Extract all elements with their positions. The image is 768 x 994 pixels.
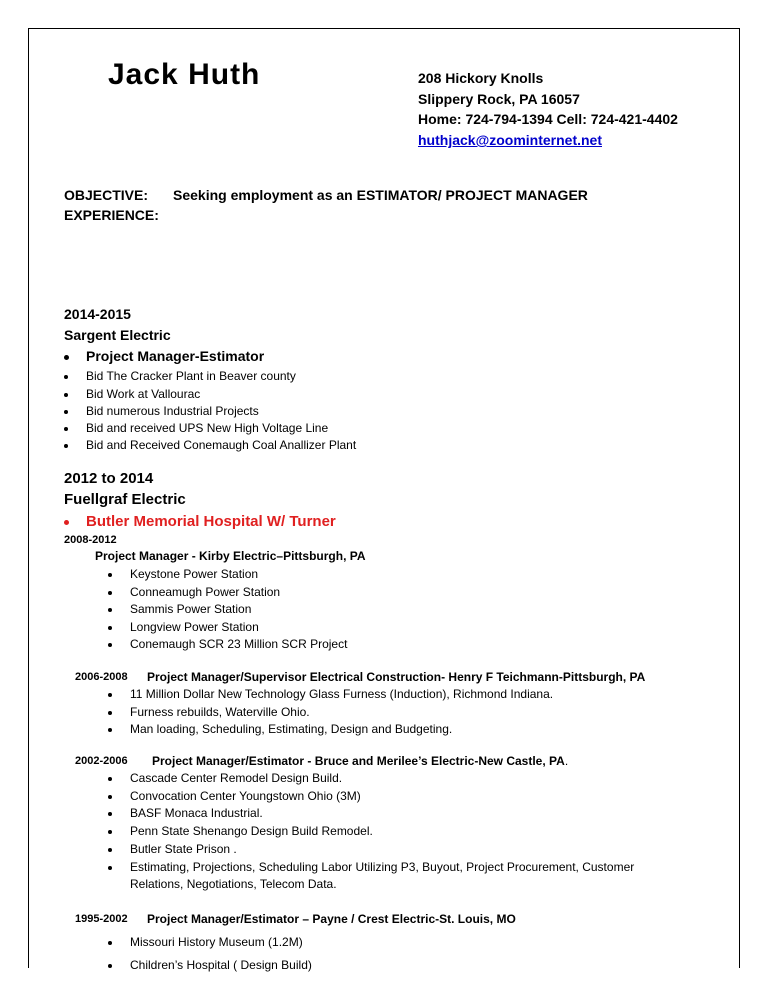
bullet-icon bbox=[108, 848, 112, 852]
job3-years: 2008-2012 bbox=[64, 534, 117, 546]
bullet-icon bbox=[108, 728, 112, 732]
bullet-icon bbox=[108, 777, 112, 781]
bullet-icon bbox=[108, 711, 112, 715]
experience-label: EXPERIENCE: bbox=[64, 207, 159, 223]
bullet-icon bbox=[64, 393, 68, 397]
job5-item-continued: Relations, Negotiations, Telecom Data. bbox=[130, 877, 337, 891]
job3-item: Longview Power Station bbox=[130, 620, 259, 634]
job1-company: Sargent Electric bbox=[64, 327, 171, 343]
job3-item: Keystone Power Station bbox=[130, 567, 259, 581]
job5-item: Cascade Center Remodel Design Build. bbox=[130, 771, 343, 785]
bullet-icon bbox=[64, 444, 68, 448]
objective-label: OBJECTIVE: bbox=[64, 187, 149, 203]
job6-item: Missouri History Museum (1.2M) bbox=[130, 935, 303, 949]
job3-item: Conemaugh SCR 23 Million SCR Project bbox=[130, 637, 348, 651]
address-line-2: Slippery Rock, PA 16057 bbox=[418, 91, 580, 107]
job4-years: 2006-2008 bbox=[75, 671, 128, 683]
job5-title: Project Manager/Estimator - Bruce and Merilee’s Electric-New Castle, PA. bbox=[152, 754, 569, 768]
job6-years: 1995-2002 bbox=[75, 913, 128, 925]
job6-title: Project Manager/Estimator – Payne / Crest Electric-St. Louis, MO bbox=[147, 912, 516, 926]
job3-item: Sammis Power Station bbox=[130, 602, 252, 616]
job1-item: Bid and Received Conemaugh Coal Anallizer Plant bbox=[86, 438, 357, 452]
job1-item: Bid Work at Vallourac bbox=[86, 387, 201, 401]
bullet-icon bbox=[64, 355, 69, 360]
bullet-icon bbox=[108, 573, 112, 577]
job5-item: Penn State Shenango Design Build Remodel. bbox=[130, 824, 373, 838]
bullet-icon bbox=[108, 812, 112, 816]
bullet-icon bbox=[64, 520, 69, 525]
bullet-icon bbox=[108, 626, 112, 630]
job5-item: Convocation Center Youngstown Ohio (3M) bbox=[130, 789, 361, 803]
email-link[interactable]: huthjack@zoominternet.net bbox=[418, 132, 602, 148]
job1-role: Project Manager-Estimator bbox=[86, 348, 265, 364]
bullet-icon bbox=[108, 941, 112, 945]
job2-years: 2012 to 2014 bbox=[64, 470, 154, 487]
bullet-icon bbox=[108, 830, 112, 834]
job1-item: Bid and received UPS New High Voltage Line bbox=[86, 421, 329, 435]
job5-item: BASF Monaca Industrial. bbox=[130, 806, 263, 820]
job6-item: Children’s Hospital ( Design Build) bbox=[130, 958, 312, 972]
job2-role: Butler Memorial Hospital W/ Turner bbox=[86, 513, 336, 530]
bullet-icon bbox=[108, 964, 112, 968]
job4-title: Project Manager/Supervisor Electrical Construction- Henry F Teichmann-Pittsburgh, PA bbox=[147, 670, 646, 684]
job3-item: Conneamugh Power Station bbox=[130, 585, 281, 599]
job5-years: 2002-2006 bbox=[75, 755, 128, 767]
bullet-icon bbox=[64, 410, 68, 414]
bullet-icon bbox=[108, 795, 112, 799]
job5-item: Butler State Prison . bbox=[130, 842, 237, 856]
job2-company: Fuellgraf Electric bbox=[64, 491, 186, 508]
job3-title: Project Manager - Kirby Electric–Pittsburgh, PA bbox=[95, 549, 366, 563]
job4-item: Man loading, Scheduling, Estimating, Design and Budgeting. bbox=[130, 722, 453, 736]
bullet-icon bbox=[64, 375, 68, 379]
address-line-1: 208 Hickory Knolls bbox=[418, 70, 544, 86]
bullet-icon bbox=[108, 591, 112, 595]
job5-item: Estimating, Projections, Scheduling Labor Utilizing P3, Buyout, Project Procurement, Customer bbox=[130, 860, 635, 874]
bullet-icon bbox=[108, 643, 112, 647]
job1-item: Bid numerous Industrial Projects bbox=[86, 404, 259, 418]
applicant-name: Jack Huth bbox=[108, 58, 261, 91]
job1-years: 2014-2015 bbox=[64, 306, 131, 322]
bullet-icon bbox=[108, 693, 112, 697]
job4-item: 11 Million Dollar New Technology Glass Furness (Induction), Richmond Indiana. bbox=[130, 687, 554, 701]
job1-item: Bid The Cracker Plant in Beaver county bbox=[86, 369, 296, 383]
bullet-icon bbox=[108, 866, 112, 870]
objective-text: Seeking employment as an ESTIMATOR/ PROJECT MANAGER bbox=[173, 187, 588, 203]
bullet-icon bbox=[64, 427, 68, 431]
phone-numbers: Home: 724-794-1394 Cell: 724-421-4402 bbox=[418, 111, 678, 127]
job4-item: Furness rebuilds, Waterville Ohio. bbox=[130, 705, 310, 719]
bullet-icon bbox=[108, 608, 112, 612]
